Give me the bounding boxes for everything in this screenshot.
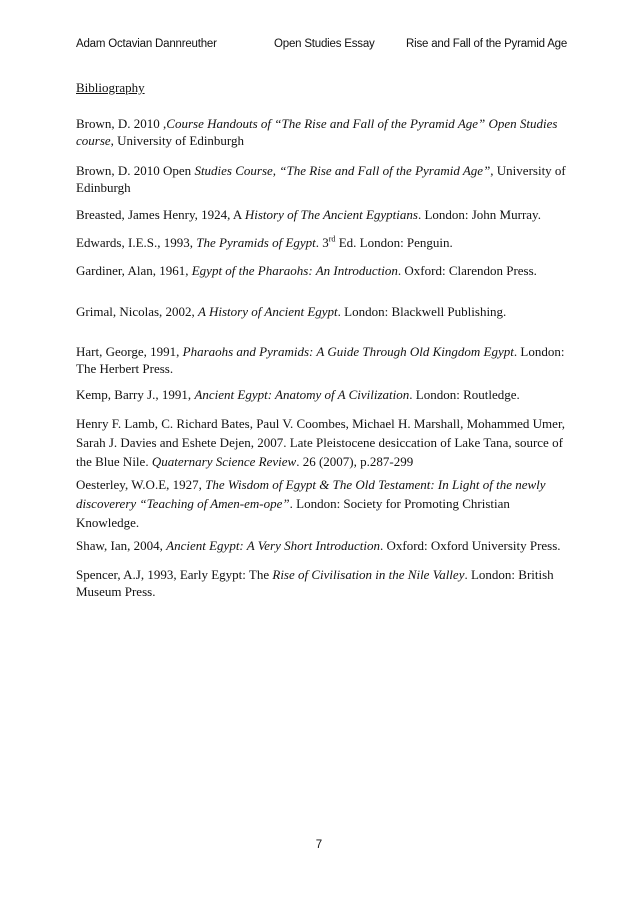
header-author: Adam Octavian Dannreuther bbox=[76, 38, 217, 50]
entry-superscript: rd bbox=[328, 234, 336, 244]
entry-title: Ancient Egypt: A Very Short Introduction bbox=[166, 538, 381, 553]
entry-title: Egypt of the Pharaohs: An Introduction bbox=[191, 263, 398, 278]
entry-text: Oesterley, W.O.E, 1927, bbox=[76, 477, 206, 492]
entry-text: . London: Routledge. bbox=[409, 387, 520, 402]
entry-text: , University of Edinburgh bbox=[110, 132, 245, 148]
entry-title: Rise of Civilisation in the Nile Valley bbox=[272, 567, 465, 582]
bibliography-entry bbox=[76, 475, 566, 532]
entry-text: . Oxford: Oxford University Press. bbox=[380, 538, 561, 553]
entry-text: Hart, George, 1991, bbox=[76, 344, 183, 359]
entry-text: Edwards, I.E.S., 1993, bbox=[76, 235, 197, 250]
header-essay-title: Rise and Fall of the Pyramid Age bbox=[406, 38, 568, 50]
entry-text: , University of Edinburgh bbox=[76, 163, 566, 195]
bibliography-entry bbox=[76, 567, 566, 600]
entry-text: Gardiner, Alan, 1961, bbox=[76, 263, 192, 278]
entry-text: Brown, D. 2010 , bbox=[76, 116, 167, 131]
entry-title: A History of Ancient Egypt bbox=[198, 304, 338, 319]
bibliography-entry bbox=[76, 116, 566, 149]
entry-text: Kemp, Barry J., 1991, bbox=[76, 387, 195, 402]
entry-text: Shaw, Ian, 2004, bbox=[76, 538, 167, 553]
entry-text: . London: Society for Promoting Christian Knowledge. bbox=[76, 496, 510, 530]
entry-title: Studies Course, “The Rise and Fall of the Pyramid Age” bbox=[194, 163, 491, 178]
entry-text: . London: Blackwell Publishing. bbox=[337, 304, 507, 319]
entry-text: Breasted, James Henry, 1924, A bbox=[76, 207, 245, 222]
page-header bbox=[76, 38, 566, 54]
entry-title: History of The Ancient Egyptians bbox=[244, 207, 418, 222]
bibliography-entry bbox=[76, 538, 566, 555]
bibliography-entry bbox=[76, 344, 566, 377]
entry-text: Ed. London: Penguin. bbox=[335, 235, 453, 250]
entry-title: The Wisdom of Egypt & The Old Testament: In Light of the newly discoverery “Teaching of Amen-em-ope” bbox=[76, 477, 546, 511]
entry-text: Henry F. Lamb, C. Richard Bates, Paul V. Coombes, Michael H. Marshall, Mohammed Umer, Sarah J. Davies and Eshete Dejen, 2007. Late Pleistocene desiccation of Lake Tana, source of the Blue Nile. bbox=[76, 416, 565, 469]
entry-title: Ancient Egypt: Anatomy of A Civilization bbox=[194, 387, 410, 402]
entry-text: Grimal, Nicolas, 2002, bbox=[76, 304, 199, 319]
entry-title: Quaternary Science Review bbox=[151, 454, 297, 469]
entry-text: Spencer, A.J, 1993, Early Egypt: The bbox=[76, 567, 273, 582]
bibliography-entry bbox=[76, 387, 566, 404]
bibliography-entry bbox=[76, 163, 566, 196]
entry-title: The Pyramids of Egypt bbox=[196, 235, 316, 250]
entry-text: . London: British Museum Press. bbox=[76, 567, 554, 599]
entry-title: Pharaohs and Pyramids: A Guide Through Old Kingdom Egypt bbox=[182, 344, 514, 359]
entry-text: . 26 (2007), p.287-299 bbox=[296, 454, 414, 469]
entry-text: Brown, D. 2010 Open bbox=[76, 163, 195, 178]
bibliography-entry bbox=[76, 304, 566, 321]
page-number: 7 bbox=[315, 839, 323, 851]
entry-text: . Oxford: Clarendon Press. bbox=[397, 263, 537, 278]
entry-text: . London: John Murray. bbox=[417, 207, 541, 222]
bibliography-entry bbox=[76, 263, 566, 280]
bibliography-heading: Bibliography bbox=[76, 80, 145, 95]
header-course: Open Studies Essay bbox=[274, 38, 375, 50]
entry-text: . London: The Herbert Press. bbox=[76, 344, 565, 376]
entry-text: . 3 bbox=[315, 235, 329, 250]
bibliography-entry bbox=[76, 414, 566, 471]
bibliography-entry bbox=[76, 235, 566, 252]
entry-title: Course Handouts of “The Rise and Fall of the Pyramid Age” Open Studies course bbox=[76, 116, 558, 148]
bibliography-entry bbox=[76, 207, 566, 224]
